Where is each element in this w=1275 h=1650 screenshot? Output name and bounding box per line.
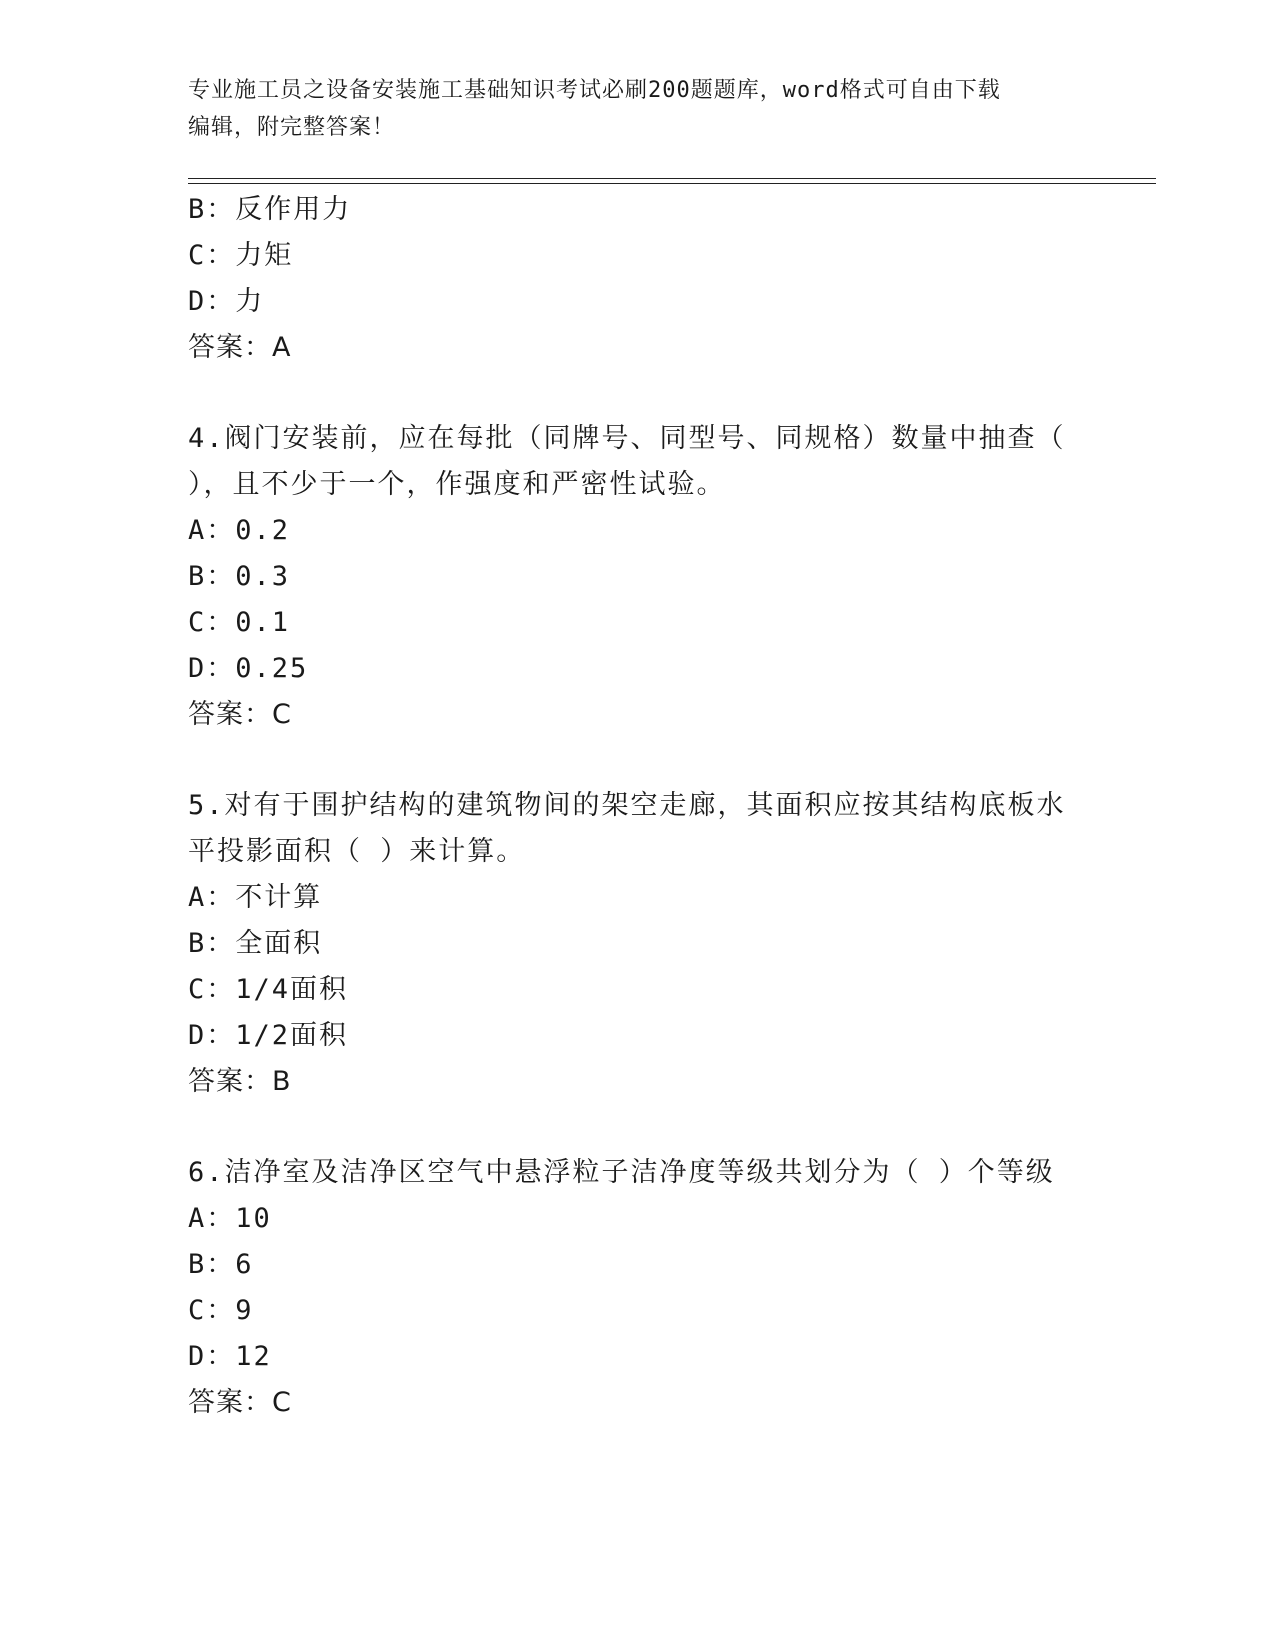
question-text-line: 5.对有于围护结构的建筑物间的架空走廊，其面积应按其结构底板水 [188, 790, 1066, 821]
question-list [188, 187, 1088, 1426]
header-line-1: 专业施工员之设备安装施工基础知识考试必刷200题题库，word格式可自由下载 [188, 78, 1001, 103]
option-b: B：全面积 [188, 928, 323, 959]
option-c: C：0.1 [188, 607, 291, 638]
question-text [188, 1150, 1088, 1196]
document-header [188, 72, 1088, 146]
header-divider-bottom [188, 183, 1156, 184]
answer-line: 答案：C [188, 1387, 292, 1418]
answer-line: 答案：C [188, 699, 292, 730]
header-divider-top [188, 178, 1156, 179]
option-d: D：12 [188, 1341, 272, 1372]
question-spacer [188, 1105, 1088, 1150]
answer-line: 答案：B [188, 1066, 292, 1097]
answer-line: 答案：A [188, 332, 292, 363]
header-line-2: 编辑，附完整答案！ [188, 115, 396, 140]
option-b: B：6 [188, 1249, 254, 1280]
question-spacer [188, 738, 1088, 783]
option-c: C：1/4面积 [188, 974, 349, 1005]
option-c: C：9 [188, 1295, 254, 1326]
question-text [188, 416, 1088, 508]
option-a: A：10 [188, 1203, 272, 1234]
question-5 [188, 783, 1088, 1105]
question-text [188, 783, 1088, 875]
option-a: A：0.2 [188, 515, 291, 546]
option-d: D：1/2面积 [188, 1020, 349, 1051]
option-d: D：力 [188, 286, 265, 317]
question-spacer [188, 371, 1088, 416]
option-c: C：力矩 [188, 240, 294, 271]
question-text-line: 6.洁净室及洁净区空气中悬浮粒子洁净度等级共划分为（ ）个等级 [188, 1157, 1055, 1188]
question-3-tail [188, 187, 1088, 371]
question-text-line: 4.阀门安装前，应在每批（同牌号、同型号、同规格）数量中抽查（ [188, 423, 1066, 454]
option-b: B：0.3 [188, 561, 291, 592]
option-a: A：不计算 [188, 882, 323, 913]
question-text-line: ），且不少于一个，作强度和严密性试验。 [188, 469, 726, 500]
option-b: B：反作用力 [188, 194, 352, 225]
option-d: D：0.25 [188, 653, 309, 684]
question-6 [188, 1150, 1088, 1426]
question-text-line: 平投影面积（ ）来计算。 [188, 836, 526, 867]
question-4 [188, 416, 1088, 738]
